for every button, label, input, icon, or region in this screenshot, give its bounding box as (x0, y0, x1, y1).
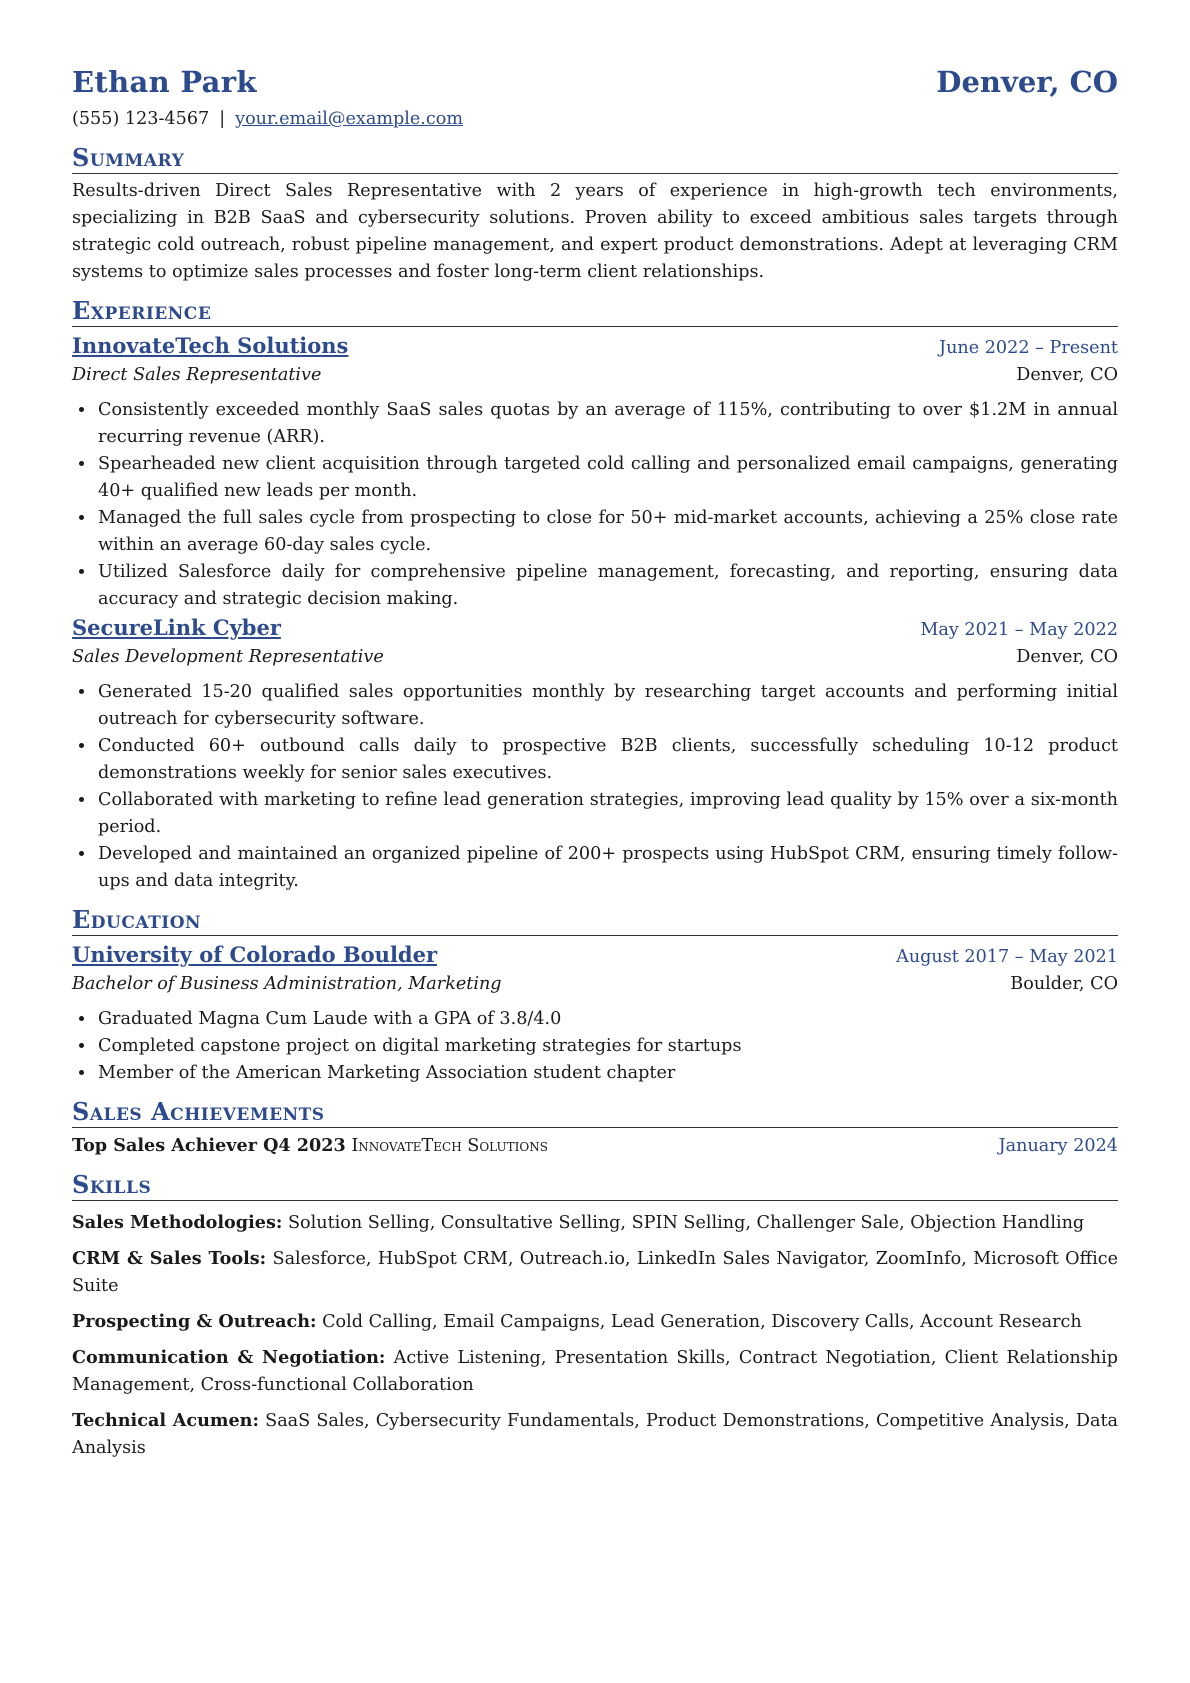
skill-label: Prospecting & Outreach: (72, 1311, 317, 1332)
entry-header (72, 331, 1118, 362)
bullet-list (72, 679, 1118, 895)
list-item: • Conducted 60+ outbound calls daily to prospective B2B clients, successfully scheduling 10-12 product demonstrations weekly for senior sales executives. (96, 733, 1118, 787)
entry-subheader (72, 971, 1118, 998)
achievement-title: Top Sales Achiever Q4 2023 (72, 1135, 346, 1156)
achievement-text (72, 1132, 548, 1160)
skill-line (72, 1209, 1118, 1237)
degree: Bachelor of Business Administration, Marketing (72, 974, 502, 994)
entry-header (72, 613, 1118, 644)
list-item: • Managed the full sales cycle from prospecting to close for 50+ mid-market accounts, achieving a 25% close rate within an average 60-day sales cycle. (96, 505, 1118, 559)
entry-subheader (72, 644, 1118, 671)
resume-header (72, 62, 1118, 102)
skill-values: SaaS Sales, Cybersecurity Fundamentals, Product Demonstrations, Competitive Analysis, Data Analysis (72, 1411, 1119, 1458)
list-item: • Graduated Magna Cum Laude with a GPA of 3.8/4.0 (96, 1006, 1118, 1033)
skill-line (72, 1245, 1118, 1300)
candidate-name: Ethan Park (72, 65, 257, 99)
bullet-list (72, 1006, 1118, 1087)
skill-values: Active Listening, Presentation Skills, Contract Negotiation, Client Relationship Management, Cross-functional Collaboration (72, 1348, 1118, 1395)
skill-values: Solution Selling, Consultative Selling, SPIN Selling, Challenger Sale, Objection Handling (287, 1213, 1085, 1233)
skill-label: Technical Acumen: (72, 1410, 259, 1431)
skill-line (72, 1344, 1118, 1399)
entry-dates: May 2021 – May 2022 (920, 620, 1118, 640)
company-link[interactable]: SecureLink Cyber (72, 615, 281, 640)
section-title-summary: Summary (72, 143, 1118, 174)
job-title: Direct Sales Representative (72, 365, 322, 385)
list-item: • Consistently exceeded monthly SaaS sales quotas by an average of 115%, contributing to over $1.2M in annual recurring revenue (ARR). (96, 397, 1118, 451)
section-title-skills: Skills (72, 1170, 1118, 1201)
bullet-list (72, 397, 1118, 613)
candidate-location: Denver, CO (936, 65, 1118, 99)
achievement-date: January 2024 (998, 1136, 1118, 1156)
entry-dates: June 2022 – Present (939, 338, 1118, 358)
experience-entry (72, 331, 1118, 613)
skill-line (72, 1308, 1118, 1336)
skill-label: Communication & Negotiation: (72, 1347, 386, 1368)
experience-entry (72, 613, 1118, 895)
section-title-education: Education (72, 905, 1118, 936)
skill-label: CRM & Sales Tools: (72, 1248, 267, 1269)
entry-header (72, 940, 1118, 971)
list-item: • Generated 15-20 qualified sales opportunities monthly by researching target accounts and performing initial outreach for cybersecurity software. (96, 679, 1118, 733)
entry-location: Denver, CO (1016, 365, 1118, 385)
list-item: • Developed and maintained an organized pipeline of 200+ prospects using HubSpot CRM, ensuring timely follow-ups and data integrity. (96, 841, 1118, 895)
contact-separator: | (219, 109, 226, 129)
entry-location: Denver, CO (1016, 647, 1118, 667)
contact-line (72, 106, 1118, 133)
email-link[interactable]: your.email@example.com (235, 109, 464, 129)
list-item: • Member of the American Marketing Association student chapter (96, 1060, 1118, 1087)
education-entry (72, 940, 1118, 1087)
skill-values: Salesforce, HubSpot CRM, Outreach.io, LinkedIn Sales Navigator, ZoomInfo, Microsoft Office Suite (72, 1249, 1118, 1296)
section-title-achievements: Sales Achievements (72, 1097, 1118, 1128)
skill-line (72, 1407, 1118, 1462)
achievement-org: InnovateTech Solutions (351, 1136, 548, 1156)
phone-number: (555) 123-4567 (72, 109, 210, 129)
list-item: • Collaborated with marketing to refine lead generation strategies, improving lead quality by 15% over a six-month period. (96, 787, 1118, 841)
job-title: Sales Development Representative (72, 647, 384, 667)
list-item: • Spearheaded new client acquisition through targeted cold calling and personalized email campaigns, generating 40+ qualified new leads per month. (96, 451, 1118, 505)
entry-subheader (72, 362, 1118, 389)
school-link[interactable]: University of Colorado Boulder (72, 942, 438, 967)
list-item: • Completed capstone project on digital marketing strategies for startups (96, 1033, 1118, 1060)
company-link[interactable]: InnovateTech Solutions (72, 333, 349, 358)
entry-dates: August 2017 – May 2021 (896, 947, 1118, 967)
list-item: • Utilized Salesforce daily for comprehensive pipeline management, forecasting, and reporting, ensuring data accuracy and strategic decision making. (96, 559, 1118, 613)
entry-location: Boulder, CO (1010, 974, 1118, 994)
skill-values: Cold Calling, Email Campaigns, Lead Generation, Discovery Calls, Account Research (322, 1312, 1082, 1332)
summary-text: Results-driven Direct Sales Representative with 2 years of experience in high-growth tech environments, specializing in B2B SaaS and cybersecurity solutions. Proven ability to exceed ambitious sales targets through strategic cold outreach, robust pipeline management, and expert product demonstrations. Adept at leveraging CRM systems to optimize sales processes and foster long-term client relationships. (72, 181, 1118, 282)
achievement-row (72, 1132, 1118, 1160)
skill-label: Sales Methodologies: (72, 1212, 283, 1233)
section-title-experience: Experience (72, 296, 1118, 327)
